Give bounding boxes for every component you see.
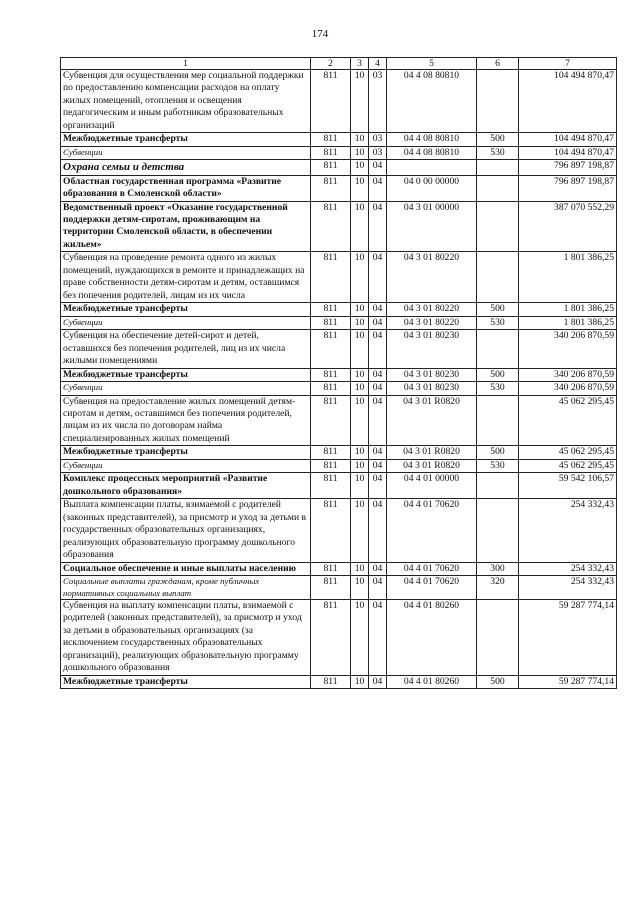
row-code-subsection: 04 <box>369 330 387 368</box>
row-amount: 340 206 870,59 <box>519 368 617 381</box>
row-code-target: 04 3 01 80220 <box>387 252 477 303</box>
row-name: Охрана семьи и детства <box>61 160 311 175</box>
row-code-target: 04 4 01 80260 <box>387 675 477 688</box>
row-code-section: 10 <box>351 459 369 472</box>
row-code-target: 04 4 08 80810 <box>387 70 477 133</box>
row-code-expense-type: 320 <box>477 576 519 600</box>
row-code-target: 04 4 01 70620 <box>387 576 477 600</box>
row-code-ministry: 811 <box>311 599 351 675</box>
row-code-section: 10 <box>351 368 369 381</box>
table-row <box>61 459 617 472</box>
row-amount: 1 801 386,25 <box>519 303 617 316</box>
budget-table <box>60 57 617 689</box>
row-code-ministry: 811 <box>311 499 351 562</box>
row-code-subsection: 04 <box>369 395 387 446</box>
row-code-section: 10 <box>351 252 369 303</box>
row-code-ministry: 811 <box>311 562 351 575</box>
row-code-target: 04 3 01 80230 <box>387 382 477 395</box>
row-amount: 340 206 870,59 <box>519 330 617 368</box>
table-row <box>61 473 617 499</box>
row-code-section: 10 <box>351 201 369 252</box>
row-code-target: 04 4 01 70620 <box>387 499 477 562</box>
row-code-target: 04 4 01 80260 <box>387 599 477 675</box>
row-code-expense-type: 530 <box>477 459 519 472</box>
row-code-subsection: 04 <box>369 201 387 252</box>
row-code-ministry: 811 <box>311 316 351 329</box>
row-name: Социальные выплаты гражданам, кроме публичных нормативных социальных выплат <box>61 576 311 600</box>
row-code-target: 04 4 08 80810 <box>387 133 477 146</box>
row-code-expense-type <box>477 201 519 252</box>
row-code-expense-type: 530 <box>477 316 519 329</box>
row-code-section: 10 <box>351 133 369 146</box>
column-header: 7 <box>519 58 617 70</box>
row-code-target <box>387 160 477 175</box>
row-name: Комплекс процессных мероприятий «Развитие дошкольного образования» <box>61 473 311 499</box>
row-code-expense-type <box>477 599 519 675</box>
table-row <box>61 330 617 368</box>
table-row <box>61 499 617 562</box>
column-header: 3 <box>351 58 369 70</box>
row-code-expense-type: 530 <box>477 146 519 159</box>
table-row <box>61 160 617 175</box>
row-code-subsection: 04 <box>369 473 387 499</box>
row-name: Субвенции <box>61 146 311 159</box>
table-row <box>61 316 617 329</box>
row-amount: 104 494 870,47 <box>519 70 617 133</box>
table-row <box>61 395 617 446</box>
row-code-target: 04 3 01 80220 <box>387 303 477 316</box>
row-code-section: 10 <box>351 330 369 368</box>
table-row <box>61 252 617 303</box>
row-code-expense-type: 530 <box>477 382 519 395</box>
row-code-expense-type <box>477 175 519 201</box>
table-row <box>61 599 617 675</box>
table-row <box>61 175 617 201</box>
row-code-ministry: 811 <box>311 459 351 472</box>
row-code-section: 10 <box>351 303 369 316</box>
row-amount: 254 332,43 <box>519 576 617 600</box>
row-code-ministry: 811 <box>311 330 351 368</box>
row-name: Субвенция на проведение ремонта одного из жилых помещений, нуждающихся в ремонте и принадлежащих на праве собственности детям-сиротам и детям, оставшимся без попечения родителей, лицам из их числа <box>61 252 311 303</box>
row-amount: 1 801 386,25 <box>519 316 617 329</box>
row-code-ministry: 811 <box>311 133 351 146</box>
row-name: Межбюджетные трансферты <box>61 368 311 381</box>
row-code-expense-type: 500 <box>477 303 519 316</box>
table-row <box>61 201 617 252</box>
row-code-ministry: 811 <box>311 382 351 395</box>
row-code-subsection: 03 <box>369 70 387 133</box>
row-code-section: 10 <box>351 382 369 395</box>
row-code-ministry: 811 <box>311 201 351 252</box>
table-row <box>61 146 617 159</box>
row-code-section: 10 <box>351 599 369 675</box>
row-code-subsection: 03 <box>369 146 387 159</box>
page-number: 174 <box>311 28 329 40</box>
row-code-expense-type <box>477 70 519 133</box>
row-code-subsection: 04 <box>369 499 387 562</box>
row-code-ministry: 811 <box>311 675 351 688</box>
row-code-subsection: 04 <box>369 175 387 201</box>
column-header-row <box>61 58 617 70</box>
row-amount: 1 801 386,25 <box>519 252 617 303</box>
row-name: Субвенции <box>61 316 311 329</box>
row-code-target: 04 3 01 R0820 <box>387 459 477 472</box>
row-amount: 59 542 106,57 <box>519 473 617 499</box>
row-name: Субвенции <box>61 382 311 395</box>
row-code-ministry: 811 <box>311 252 351 303</box>
row-amount: 104 494 870,47 <box>519 133 617 146</box>
row-code-ministry: 811 <box>311 175 351 201</box>
row-code-subsection: 04 <box>369 368 387 381</box>
row-amount: 104 494 870,47 <box>519 146 617 159</box>
row-code-section: 10 <box>351 576 369 600</box>
row-code-target: 04 3 01 80230 <box>387 330 477 368</box>
row-name: Областная государственная программа «Развитие образования в Смоленской области» <box>61 175 311 201</box>
row-name: Субвенция на предоставление жилых помещений детям-сиротам и детям, оставшимся без попечения родителей, лицам из их числа по договорам найма специализированных жилых помещений <box>61 395 311 446</box>
table-row <box>61 562 617 575</box>
row-code-subsection: 04 <box>369 316 387 329</box>
row-code-subsection: 04 <box>369 446 387 459</box>
row-name: Субвенция на выплату компенсации платы, взимаемой с родителей (законных представителей), за присмотр и уход за детьми в образовательных организациях (за исключением государственных образовательных организаций), реализующих образовательную программу дошкольного образования <box>61 599 311 675</box>
row-amount: 59 287 774,14 <box>519 599 617 675</box>
row-amount: 387 070 552,29 <box>519 201 617 252</box>
row-amount: 254 332,43 <box>519 562 617 575</box>
row-amount: 45 062 295,45 <box>519 459 617 472</box>
row-code-section: 10 <box>351 175 369 201</box>
row-code-ministry: 811 <box>311 395 351 446</box>
column-header: 2 <box>311 58 351 70</box>
table-row <box>61 70 617 133</box>
row-amount: 340 206 870,59 <box>519 382 617 395</box>
row-code-expense-type <box>477 330 519 368</box>
row-code-subsection: 04 <box>369 303 387 316</box>
row-code-ministry: 811 <box>311 70 351 133</box>
row-amount: 59 287 774,14 <box>519 675 617 688</box>
row-code-target: 04 0 00 00000 <box>387 175 477 201</box>
row-name: Ведомственный проект «Оказание государственной поддержки детям-сиротам, проживающим на территории Смоленской области, в обеспечении жильем» <box>61 201 311 252</box>
row-code-ministry: 811 <box>311 473 351 499</box>
row-code-expense-type: 500 <box>477 675 519 688</box>
row-code-target: 04 3 01 R0820 <box>387 395 477 446</box>
row-amount: 796 897 198,87 <box>519 175 617 201</box>
row-code-subsection: 04 <box>369 675 387 688</box>
row-code-expense-type: 500 <box>477 133 519 146</box>
row-amount: 254 332,43 <box>519 499 617 562</box>
row-name: Социальное обеспечение и иные выплаты населению <box>61 562 311 575</box>
row-code-section: 10 <box>351 146 369 159</box>
row-name: Субвенции <box>61 459 311 472</box>
row-code-subsection: 04 <box>369 599 387 675</box>
column-header: 6 <box>477 58 519 70</box>
row-code-section: 10 <box>351 316 369 329</box>
row-code-subsection: 04 <box>369 576 387 600</box>
column-header: 5 <box>387 58 477 70</box>
row-code-target: 04 3 01 80230 <box>387 368 477 381</box>
row-name: Выплата компенсации платы, взимаемой с родителей (законных представителей), за присмотр и уход за детьми в государственных образовательных организациях, реализующих образовательную программу дошкольного образования <box>61 499 311 562</box>
row-code-section: 10 <box>351 395 369 446</box>
row-code-section: 10 <box>351 70 369 133</box>
row-code-ministry: 811 <box>311 576 351 600</box>
row-code-section: 10 <box>351 499 369 562</box>
table-row <box>61 133 617 146</box>
table-row <box>61 303 617 316</box>
row-amount: 45 062 295,45 <box>519 446 617 459</box>
row-code-subsection: 04 <box>369 252 387 303</box>
row-code-section: 10 <box>351 446 369 459</box>
row-code-expense-type <box>477 499 519 562</box>
column-header: 1 <box>61 58 311 70</box>
column-header: 4 <box>369 58 387 70</box>
row-code-subsection: 04 <box>369 459 387 472</box>
row-code-expense-type: 500 <box>477 446 519 459</box>
row-code-subsection: 03 <box>369 133 387 146</box>
row-code-section: 10 <box>351 675 369 688</box>
table-row <box>61 446 617 459</box>
row-code-ministry: 811 <box>311 146 351 159</box>
row-code-ministry: 811 <box>311 446 351 459</box>
row-code-expense-type <box>477 473 519 499</box>
row-amount: 45 062 295,45 <box>519 395 617 446</box>
row-code-section: 10 <box>351 160 369 175</box>
row-code-target: 04 3 01 R0820 <box>387 446 477 459</box>
row-amount: 796 897 198,87 <box>519 160 617 175</box>
table-row <box>61 576 617 600</box>
row-name: Межбюджетные трансферты <box>61 446 311 459</box>
row-code-target: 04 4 01 70620 <box>387 562 477 575</box>
row-code-subsection: 04 <box>369 562 387 575</box>
row-code-target: 04 4 01 00000 <box>387 473 477 499</box>
row-code-target: 04 4 08 80810 <box>387 146 477 159</box>
row-name: Межбюджетные трансферты <box>61 133 311 146</box>
row-name: Субвенция для осуществления мер социальной поддержки по предоставлению компенсации расходов на оплату жилых помещений, отопления и освещения педагогическим и иным работникам образовательных организаций <box>61 70 311 133</box>
table-row <box>61 368 617 381</box>
row-code-subsection: 04 <box>369 382 387 395</box>
row-code-expense-type <box>477 252 519 303</box>
table-row <box>61 675 617 688</box>
row-code-ministry: 811 <box>311 160 351 175</box>
row-code-ministry: 811 <box>311 303 351 316</box>
row-code-subsection: 04 <box>369 160 387 175</box>
row-name: Межбюджетные трансферты <box>61 303 311 316</box>
row-code-ministry: 811 <box>311 368 351 381</box>
row-code-section: 10 <box>351 473 369 499</box>
table-row <box>61 382 617 395</box>
row-code-section: 10 <box>351 562 369 575</box>
row-code-target: 04 3 01 80220 <box>387 316 477 329</box>
row-code-expense-type <box>477 160 519 175</box>
row-code-expense-type: 300 <box>477 562 519 575</box>
row-name: Межбюджетные трансферты <box>61 675 311 688</box>
row-code-expense-type: 500 <box>477 368 519 381</box>
row-code-expense-type <box>477 395 519 446</box>
row-code-target: 04 3 01 00000 <box>387 201 477 252</box>
row-name: Субвенция на обеспечение детей-сирот и детей, оставшихся без попечения родителей, лиц из их числа жилыми помещениями <box>61 330 311 368</box>
